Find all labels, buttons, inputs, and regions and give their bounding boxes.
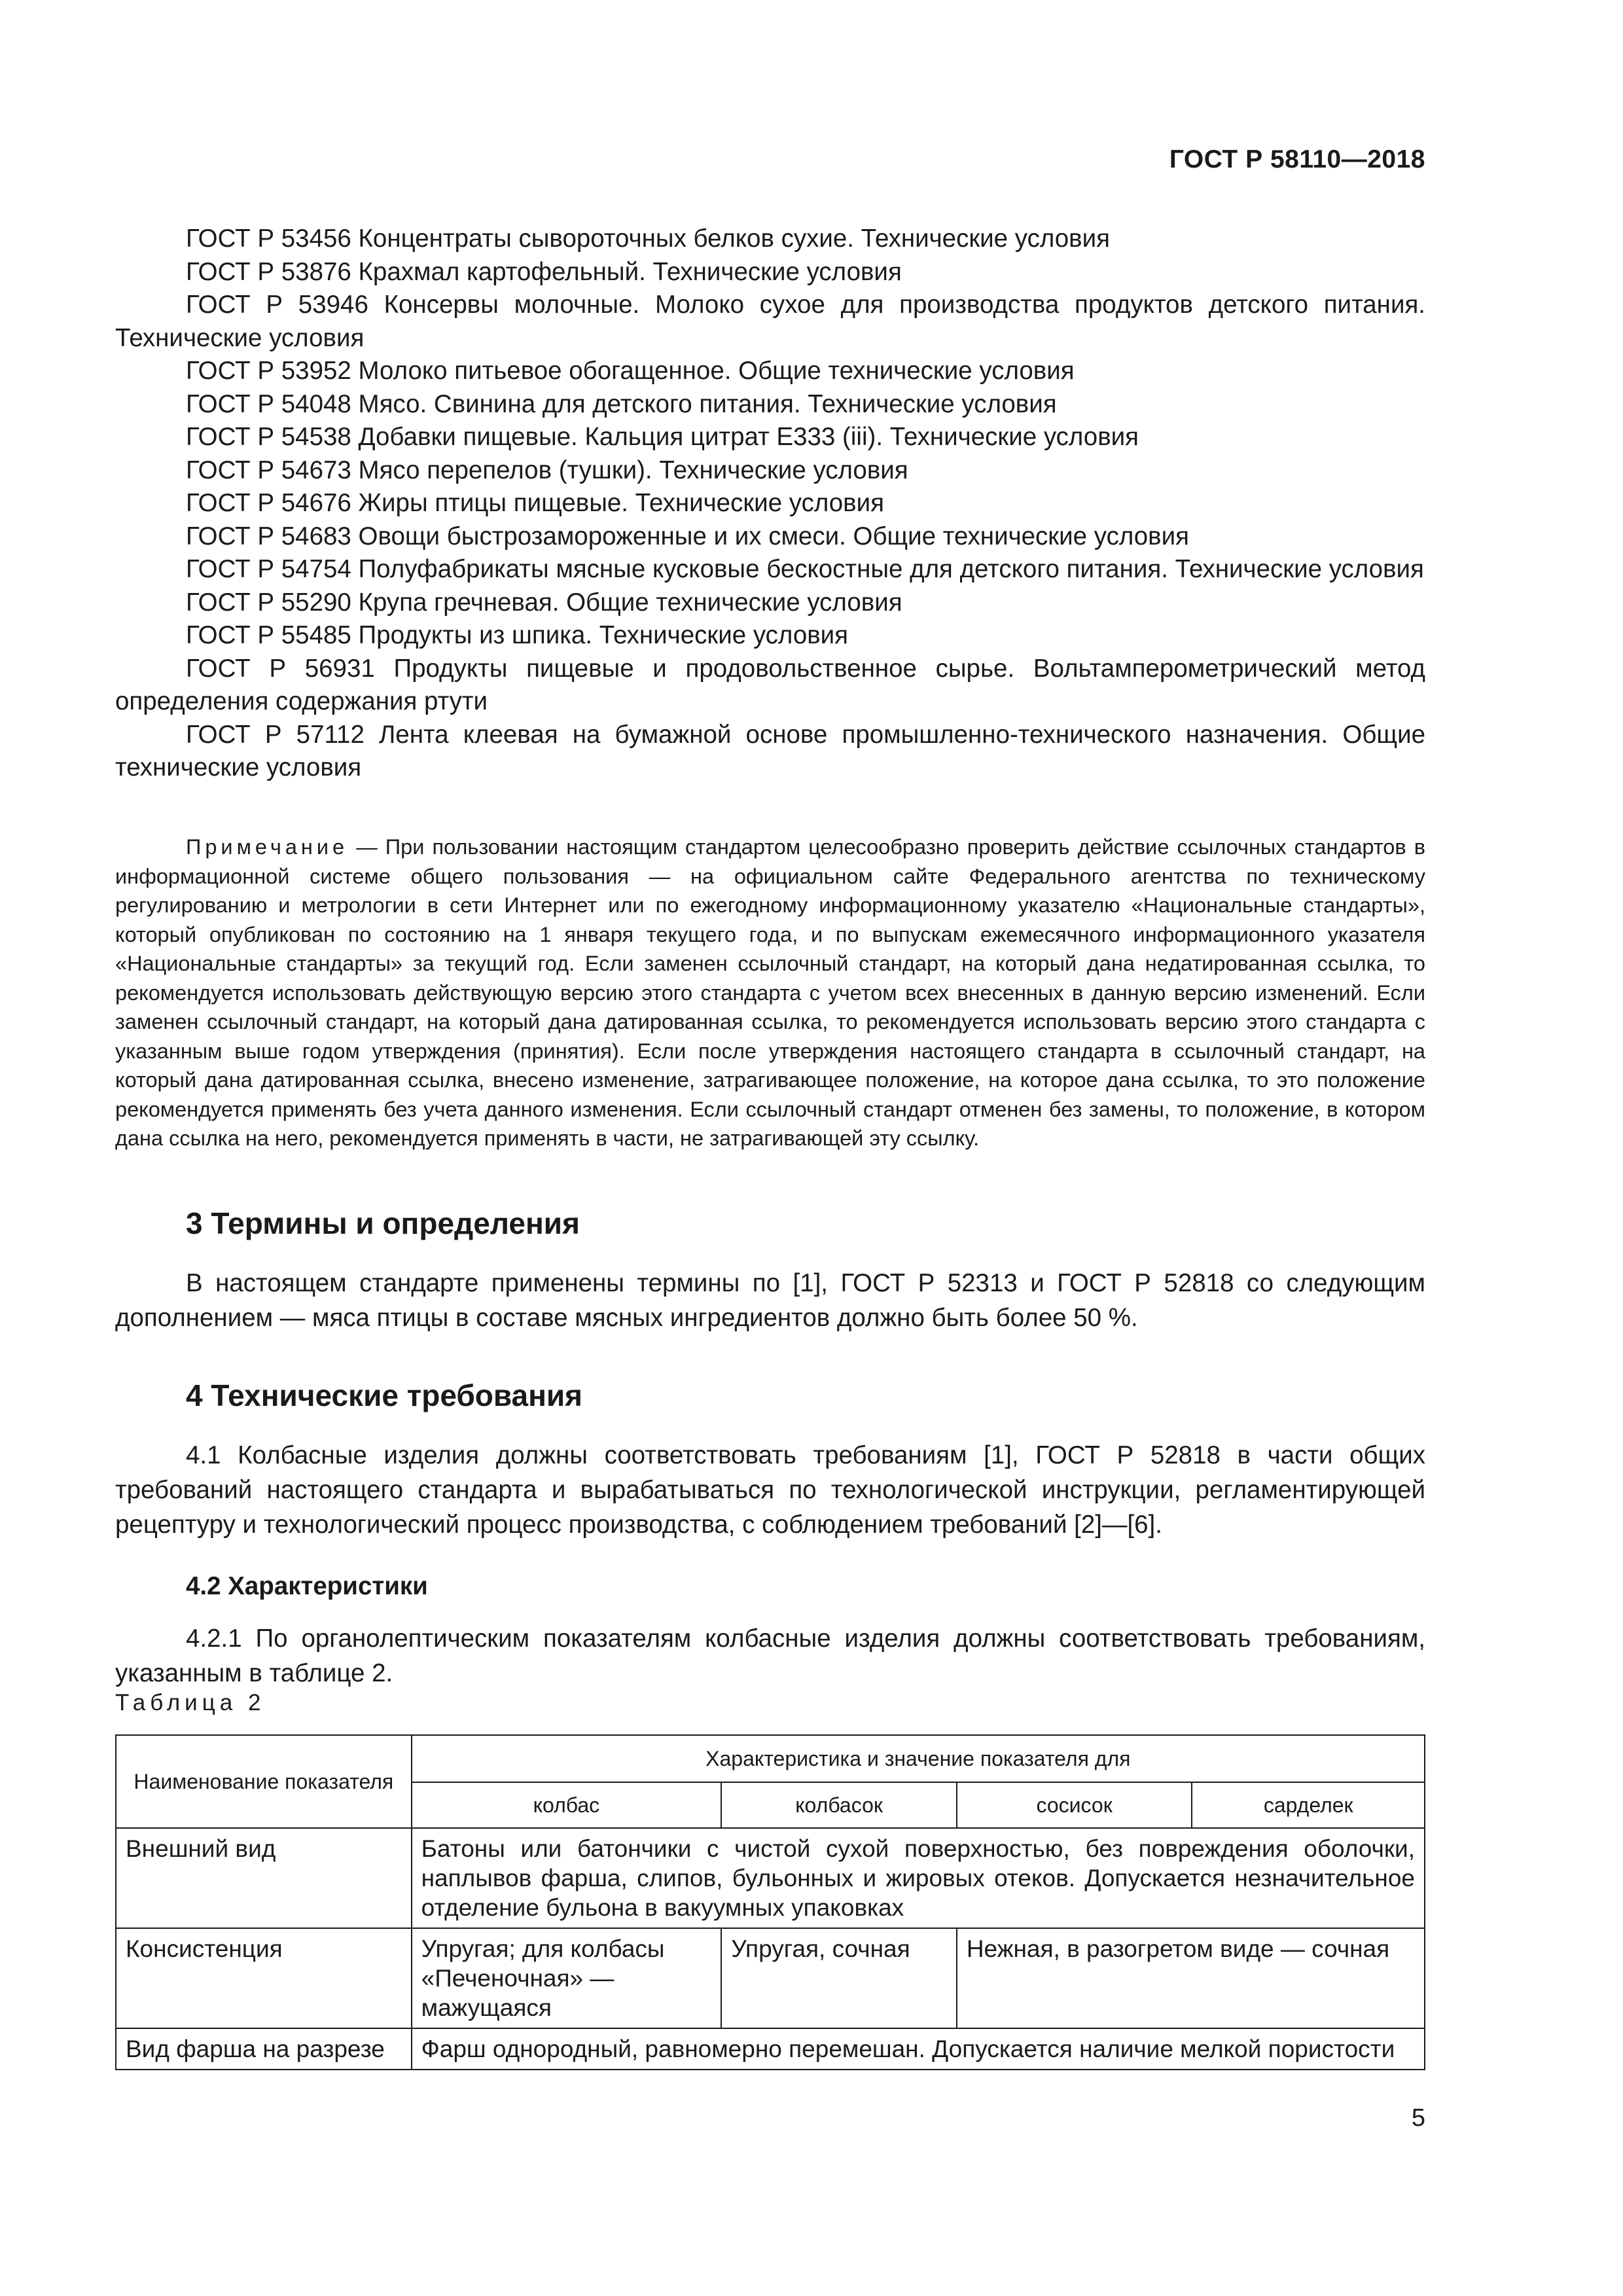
table-caption: Таблица 2 (115, 1690, 266, 1715)
row-value-sosisok-sardelek: Нежная, в разогретом виде — сочная (957, 1928, 1425, 2028)
section-4-heading: 4 Технические требования (186, 1378, 582, 1412)
paragraph-4-1: 4.1 Колбасные изделия должны соответствовать требованиям [1], ГОСТ Р 52818 в части общих требований настоящего стандарта и вырабатываться по технологической инструкции, регламентирующей рецептуру и технологический процесс производства, с соблюдением требований [2]—[6]. (115, 1441, 1425, 1539)
subsection-4-2-heading: 4.2 Характеристики (186, 1572, 428, 1600)
reference-item: ГОСТ Р 55290 Крупа гречневая. Общие технические условия (186, 588, 902, 617)
standard-code: ГОСТ Р 58110—2018 (1169, 145, 1425, 173)
page-number: 5 (1411, 2104, 1425, 2132)
reference-item: ГОСТ Р 54754 Полуфабрикаты мясные кусковые бескостные для детского питания. Технические условия (186, 555, 1424, 583)
row-value: Фарш однородный, равномерно перемешан. Допускается наличие мелкой пористости (412, 2028, 1425, 2070)
note-label: Примечание (186, 835, 349, 859)
header-col-kolbas: колбас (412, 1782, 722, 1828)
reference-item: ГОСТ Р 56931 Продукты пищевые и продовольственное сырье. Вольтамперометрический метод определения содержания ртути (115, 654, 1425, 715)
reference-item: ГОСТ Р 53876 Крахмал картофельный. Технические условия (186, 257, 902, 286)
table-row (116, 1828, 1425, 1928)
reference-item: ГОСТ Р 55485 Продукты из шпика. Технические условия (186, 621, 849, 649)
header-col-sardelek: сарделек (1192, 1782, 1425, 1828)
table-row (116, 2028, 1425, 2070)
reference-item: ГОСТ Р 54676 Жиры птицы пищевые. Технические условия (186, 489, 884, 517)
table-row (116, 1928, 1425, 2028)
row-value-kolbasok: Упругая, сочная (721, 1928, 957, 2028)
row-value: Батоны или батончики с чистой сухой поверхностью, без повреждения оболочки, наплывов фарша, слипов, бульонных и жировых отеков. Допускается незначительное отделение бульона в вакуумных упаковках (412, 1828, 1425, 1928)
references-list (115, 223, 1425, 785)
row-name: Внешний вид (116, 1828, 412, 1928)
section-3-text: В настоящем стандарте применены термины по [1], ГОСТ Р 52313 и ГОСТ Р 52818 со следующим дополнением — мяса птицы в составе мясных ингредиентов должно быть более 50 %. (115, 1269, 1425, 1332)
note-paragraph (115, 833, 1425, 1153)
header-col-sosisok: сосисок (957, 1782, 1192, 1828)
header-indicator-name: Наименование показателя (116, 1735, 412, 1828)
row-name: Консистенция (116, 1928, 412, 2028)
row-name: Вид фарша на разрезе (116, 2028, 412, 2070)
row-value-kolbas: Упругая; для колбасы «Печеночная» — мажущаяся (412, 1928, 722, 2028)
paragraph-4-2-1: 4.2.1 По органолептическим показателям колбасные изделия должны соответствовать требованиям, указанным в таблице 2. (115, 1624, 1425, 1687)
note-text: — При пользовании настоящим стандартом целесообразно проверить действие ссылочных стандартов в информационной системе общего пользования — на официальном сайте Федерального агентства по техническому регулированию и метрологии в сети Интернет или по ежегодному информационному указателю «Национальные стандарты», который опубликован по состоянию на 1 января текущего года, и по выпускам ежемесячного информационного указателя «Национальные стандарты» за текущий год. Если заменен ссылочный стандарт, на который дана недатированная ссылка, то рекомендуется использовать действующую версию этого стандарта с учетом всех внесенных в данную версию изменений. Если заменен ссылочный стандарт, на который дана датированная ссылка, то рекомендуется использовать версию этого стандарта с указанным выше годом утверждения (принятия). Если после утверждения настоящего стандарта в ссылочный стандарт, на который дана датированная ссылка, внесено изменение, затрагивающее положение, на которое дана ссылка, то это положение рекомендуется применять без учета данного изменения. Если ссылочный стандарт отменен без замены, то положение, в котором дана ссылка на него, рекомендуется применять в части, не затрагивающей эту ссылку. (115, 835, 1426, 1150)
characteristics-table (115, 1734, 1425, 2070)
reference-item: ГОСТ Р 57112 Лента клеевая на бумажной основе промышленно-технического назначения. Общие технические условия (115, 720, 1425, 781)
reference-item: ГОСТ Р 54538 Добавки пищевые. Кальция цитрат Е333 (iii). Технические условия (186, 423, 1139, 451)
header-characteristic-group: Характеристика и значение показателя для (412, 1735, 1425, 1782)
reference-item: ГОСТ Р 53946 Консервы молочные. Молоко сухое для производства продуктов детского питания. Технические условия (115, 291, 1425, 352)
section-3-heading: 3 Термины и определения (186, 1206, 580, 1240)
reference-item: ГОСТ Р 53952 Молоко питьевое обогащенное. Общие технические условия (186, 357, 1075, 385)
reference-item: ГОСТ Р 53456 Концентраты сывороточных белков сухие. Технические условия (186, 224, 1110, 253)
table-header-row (116, 1735, 1425, 1782)
reference-item: ГОСТ Р 54673 Мясо перепелов (тушки). Технические условия (186, 456, 908, 484)
reference-item: ГОСТ Р 54048 Мясо. Свинина для детского питания. Технические условия (186, 389, 1057, 418)
reference-item: ГОСТ Р 54683 Овощи быстрозамороженные и их смеси. Общие технические условия (186, 522, 1189, 550)
header-col-kolbasok: колбасок (721, 1782, 957, 1828)
